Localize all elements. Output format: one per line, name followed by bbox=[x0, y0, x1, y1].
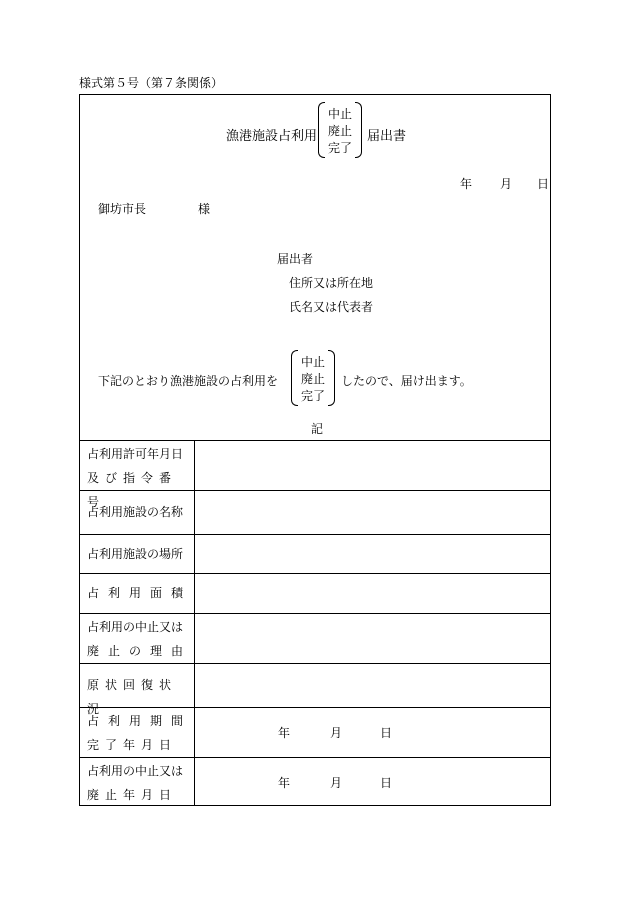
row-period-completion-label: 占利用期間 完了年月日 bbox=[87, 714, 193, 752]
row-facility-location-label: 占利用施設の場所 bbox=[87, 547, 184, 561]
body-option-stop: 中止 bbox=[300, 355, 325, 369]
addressee-honorific: 様 bbox=[198, 202, 211, 216]
date-day: 日 bbox=[537, 177, 550, 191]
row-stop-date-label: 占利用の中止又は 廃止年月日 bbox=[87, 764, 184, 802]
body-option-abolish: 廃止 bbox=[300, 372, 325, 386]
title-option-abolish: 廃止 bbox=[327, 124, 352, 138]
row-stop-day: 日 bbox=[380, 776, 393, 790]
row-period-month: 月 bbox=[330, 726, 343, 740]
row-permit-date-label: 占利用許可年月日 及び指令番号 bbox=[87, 447, 184, 509]
body-suffix: したので、届け出ます。 bbox=[341, 374, 472, 388]
notifier-name-label: 氏名又は代表者 bbox=[289, 300, 374, 314]
row-period-day: 日 bbox=[380, 726, 393, 740]
addressee-name: 御坊市長 bbox=[98, 202, 147, 216]
body-option-bracket bbox=[291, 350, 335, 406]
row-facility-name-label: 占利用施設の名称 bbox=[87, 505, 184, 519]
title-option-stop: 中止 bbox=[327, 107, 352, 121]
title-prefix: 漁港施設占利用 bbox=[226, 129, 318, 144]
body-option-complete: 完了 bbox=[300, 389, 325, 403]
form-number-label: 様式第５号（第７条関係） bbox=[79, 76, 224, 90]
title-suffix: 届出書 bbox=[367, 129, 407, 144]
notifier-label: 届出者 bbox=[277, 252, 314, 266]
row-area-label: 占利用面積 bbox=[87, 586, 193, 600]
row-reason-label: 占利用の中止又は 廃止の理由 bbox=[87, 620, 193, 658]
form-frame bbox=[79, 94, 551, 806]
date-year: 年 bbox=[460, 177, 473, 191]
row-stop-year: 年 bbox=[278, 776, 291, 790]
row-restoration-label: 原状回復状況 bbox=[87, 678, 178, 716]
title-option-bracket bbox=[318, 102, 362, 158]
row-period-year: 年 bbox=[278, 726, 291, 740]
date-month: 月 bbox=[500, 177, 513, 191]
body-prefix: 下記のとおり漁港施設の占利用を bbox=[98, 374, 279, 388]
title-option-complete: 完了 bbox=[327, 141, 352, 155]
notifier-address-label: 住所又は所在地 bbox=[289, 276, 374, 290]
ki-label: 記 bbox=[311, 422, 324, 436]
row-stop-month: 月 bbox=[330, 776, 343, 790]
